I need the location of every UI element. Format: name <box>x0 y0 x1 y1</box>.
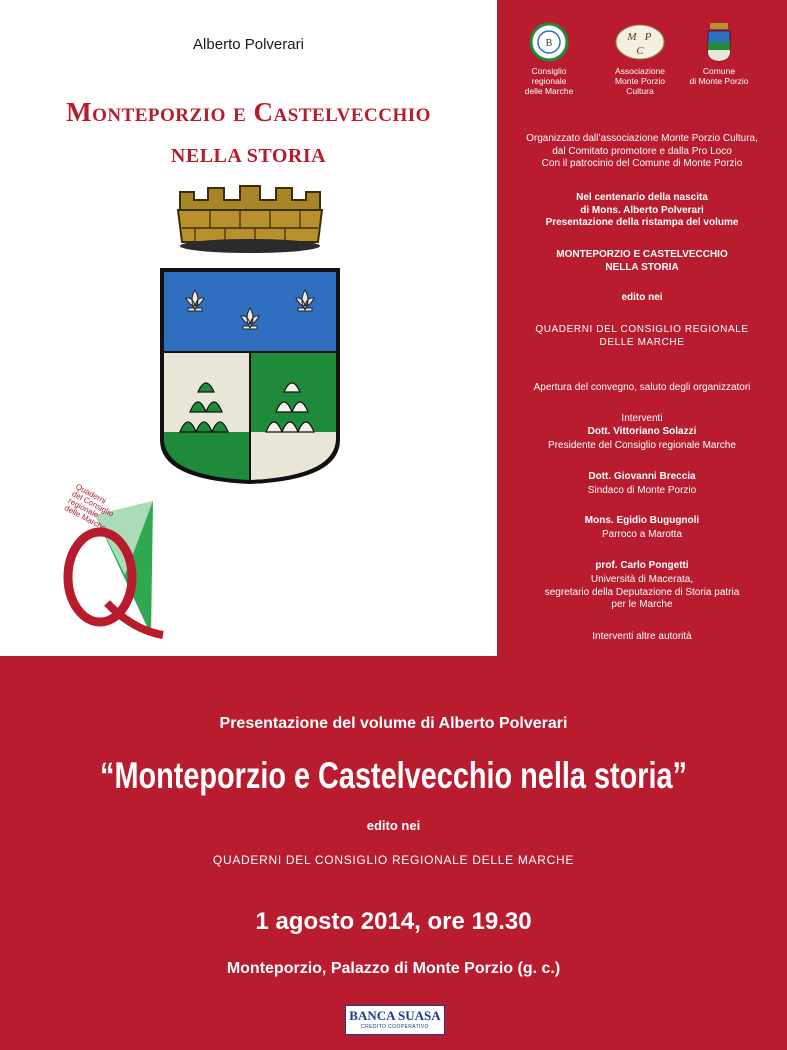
apertura-text: Apertura del convegno, saluto degli organizzatori <box>533 382 751 393</box>
sponsor-logo <box>345 1005 445 1035</box>
comune-crest-icon <box>705 22 733 62</box>
cover-author: Alberto Polverari <box>193 36 304 53</box>
event-title: “Monteporzio e Castelvecchio nella storia” <box>100 755 687 796</box>
speaker-name: Dott. Vittoriano Solazzi <box>587 426 697 437</box>
organizers-text: Organizzato dall’associazione Monte Porzio Cultura, dal Comitato promotore e dalla Pro Loco Con il patrocinio del Comune di Monte Porzio <box>526 133 758 169</box>
logo-comune-label: Comune di Monte Porzio <box>689 66 749 86</box>
presentation-line: Presentazione del volume di Alberto Polverari <box>219 715 568 732</box>
speaker-name: Mons. Egidio Bugugnoli <box>584 515 700 526</box>
svg-text:B: B <box>545 38 553 49</box>
speaker-name: Dott. Giovanni Breccia <box>588 471 696 482</box>
crown-icon <box>178 186 322 253</box>
svg-text:M: M <box>627 31 637 43</box>
sponsor-name: BANCA SUASA <box>349 1008 441 1023</box>
speaker-role: Università di Macerata, segretario della Deputazione di Storia patria per le Marche <box>544 574 740 610</box>
logo-comune <box>679 22 759 86</box>
altri-interventi-text: Interventi altre autorità <box>592 631 692 642</box>
quaderni-text: QUADERNI DEL CONSIGLIO REGIONALE DELLE MARCHE <box>535 324 749 348</box>
quaderni-logo-text: Quaderni del Consiglio regionale delle Marche <box>62 482 116 533</box>
cover-title-line2: NELLA STORIA <box>170 145 327 167</box>
centenary-text: Nel centenario della nascita di Mons. Alberto Polverari Presentazione della ristampa del volume <box>545 192 739 228</box>
logo-associazione-label: Associazione Monte Porzio Cultura <box>614 66 666 96</box>
logo-consiglio-label: Consiglio regionale delle Marche <box>524 66 574 96</box>
speaker-role: Presidente del Consiglio regionale Marche <box>548 440 736 451</box>
event-place: Monteporzio, Palazzo di Monte Porzio (g. c.) <box>226 960 561 977</box>
svg-text:C: C <box>636 45 644 57</box>
shield-icon <box>160 268 340 484</box>
speaker-name: prof. Carlo Pongetti <box>595 560 689 571</box>
sponsor-subtitle: CREDITO COOPERATIVO <box>361 1024 429 1030</box>
edito-nei-main: edito nei <box>366 818 421 833</box>
cover-title-line1: Monteporzio e Castelvecchio <box>66 97 431 127</box>
program-panel <box>497 0 787 656</box>
book-title-text: MONTEPORZIO E CASTELVECCHIO NELLA STORIA <box>556 249 728 273</box>
coat-of-arms-icon <box>150 180 350 490</box>
quaderni-main: QUADERNI DEL CONSIGLIO REGIONALE DELLE MARCHE <box>212 853 575 867</box>
event-date: 1 agosto 2014, ore 19.30 <box>255 908 532 935</box>
speaker-role: Sindaco di Monte Porzio <box>587 485 697 496</box>
speaker-role: Parroco a Marotta <box>601 529 683 540</box>
edito-nei-text: edito nei <box>621 292 663 303</box>
consiglio-seal-icon <box>529 22 569 62</box>
interventi-heading: Interventi <box>621 413 663 424</box>
book-cover <box>0 0 497 656</box>
mpc-logo-icon <box>614 22 666 62</box>
organizer-logos <box>497 22 787 112</box>
logo-associazione <box>600 22 680 96</box>
logo-consiglio <box>509 22 589 96</box>
svg-text:P: P <box>644 31 652 43</box>
